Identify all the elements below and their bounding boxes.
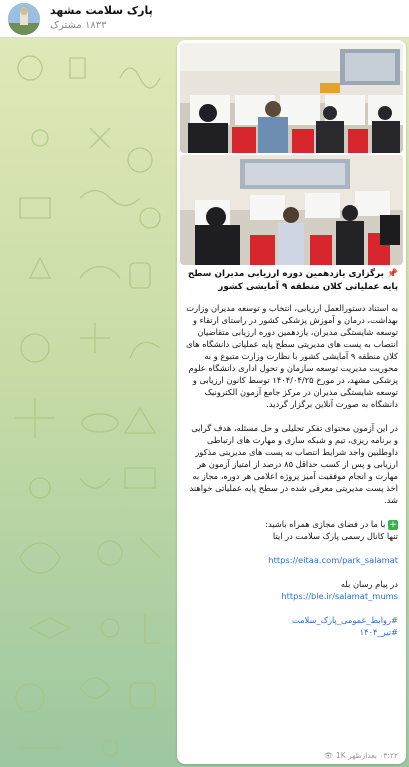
pin-icon: 📌 [387,269,398,279]
join-line-2: تنها کانال رسمی پارک سلامت در ایتا [272,531,398,541]
hashtag-tir-1404[interactable]: #تیر_۱۴۰۴ [359,627,398,637]
join-line-1 [185,518,398,530]
message-meta [324,751,398,760]
view-count: 1K [335,751,346,760]
post-photo-2[interactable] [180,155,403,265]
channel-title: پارک سلامت مشهد [50,4,153,17]
headline-text: برگزاری یازدهمین دوره ارزیابی مدیران سطح پایه عملیاتی کلان منطقه ۹ آمایشی کشور [187,269,398,292]
paragraph-1: به استناد دستورالعمل ارزیابی، انتخاب و توسعه مدیران وزارت بهداشت، درمان و آموزش پزشکی کشور در راستای ارتقاء و توسعه شایستگی مدیران، یازدهمین دوره ارزیابی متقاضیان انتصاب به پست های مدیریتی سطح پایه عملیاتی دانشگاه های کلان منطقه ۹ آمایشی کشور با نظارت وزارت متبوع و به محوریت مدیریت توسعه سازمان و تحول اداری دانشگاه علوم پزشکی مشهد، در مورخ ۱۴۰۴/۰۴/۲۵ توسط کانون ارزیابی و توسعه شایستگی مدیران در مرکز جامع آزمون الکترونیک دانشگاه به صورت آنلاین برگزار گردید. [186,303,398,409]
channel-avatar[interactable] [8,3,40,35]
join-text-1: با ما در فضای مجازی همراه باشید: [265,519,386,529]
post-headline [185,268,398,294]
eye-icon: 👁 [324,751,334,760]
channel-header[interactable] [0,0,409,38]
eitaa-link[interactable]: https://eitaa.com/park_salamat [268,555,398,565]
message-text [185,268,398,638]
subscriber-count: ۱۸۳۳ مشترک [50,20,107,31]
message-bubble[interactable] [177,40,406,764]
paragraph-2: در این آزمون محتوای تفکر تحلیلی و حل مسئله، هدف گرایی و برنامه ریزی، تیم و شبکه سازی و مهارت های ارتباطی داوطلبین واجد شرایط انتصاب به پست های مدیریتی مذکور ارزیابی و پس از کسب حداقل ۸۵ درصد از امتیاز آزمون هر مهارت و انجام موفقیت آمیز پروژه اعلامی هر دوره، مجاز به اخذ پست مدیریتی معرفی شده در سطح پایه عملیاتی خواهند شد. [189,423,398,505]
bale-label: در پیام رسان بله [340,579,398,589]
bale-link[interactable]: https://ble.ir/salamat_mums [281,591,398,601]
hashtag-public-relations[interactable]: #روابط_عمومی_پارک_سلامت [291,615,398,625]
plus-icon: + [389,519,397,530]
post-photo-1[interactable] [180,43,403,153]
message-time: ۰۳:۲۲ بعدازظهر [348,751,398,760]
